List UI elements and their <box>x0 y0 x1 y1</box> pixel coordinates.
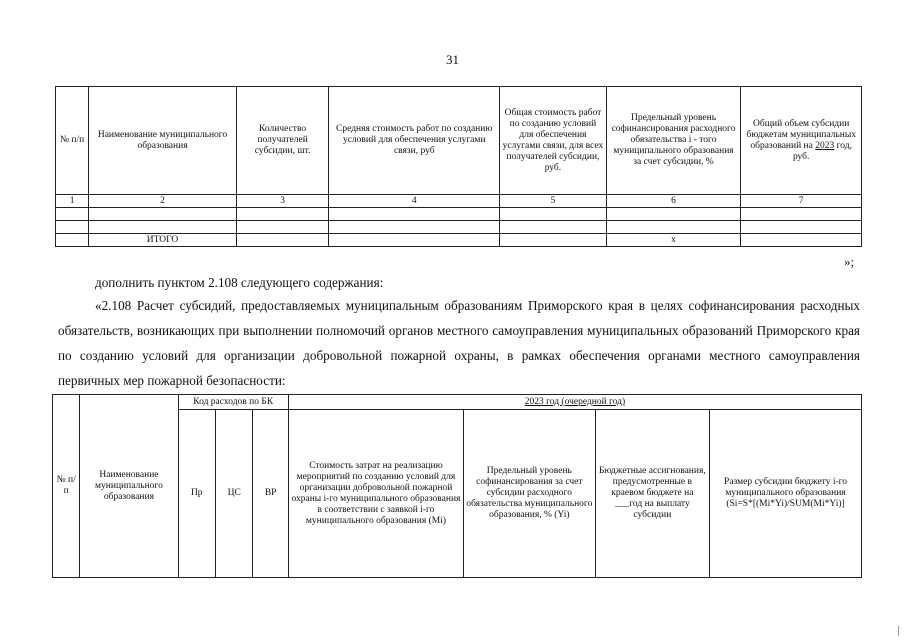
col-header-number: № п/п <box>53 395 80 578</box>
col-header-cofinancing-level: Предельный уровень софинансирования расходного обязательства i - того муниципального образования за счет субсидии, % <box>606 87 741 195</box>
col-header-pr: Пр <box>178 410 215 578</box>
col-header-municipality: Наименование муниципального образования <box>89 87 237 195</box>
col-header-municipality: Наименование муниципального образования <box>80 395 178 578</box>
col-header-level-yi: Предельный уровень софинансирования за счет субсидии расходного обязательства муниципального образования, % (Yi) <box>464 410 596 578</box>
col-header-year: 2023 год (очередной год) <box>288 395 861 410</box>
column-number: 1 <box>56 195 89 208</box>
col-header-total-cost: Общая стоимость работ по созданию условий для обеспечения услугами связи, для всех получателей субсидии, руб. <box>500 87 607 195</box>
page-number: 31 <box>446 52 459 67</box>
column-number: 2 <box>89 195 237 208</box>
col-header-subsidy-total: Общий объем субсидии бюджетам муниципальных образований на 2023 год, руб. <box>741 87 862 195</box>
total-label: ИТОГО <box>89 234 237 247</box>
col-header-cost-mi: Стоимость затрат на реализацию мероприятий по созданию условий для организации добровольной пожарной охраны i-го муниципального образования в соответствии с заявкой i-го муниципального образования (Mi) <box>288 410 463 578</box>
total-row <box>56 234 862 247</box>
col-header-budget-codes: Код расходов по БК <box>178 395 288 410</box>
column-number: 3 <box>236 195 328 208</box>
column-number: 6 <box>606 195 741 208</box>
col-header-cs: ЦС <box>215 410 252 578</box>
column-number: 7 <box>741 195 862 208</box>
col-header-subsidy-size: Размер субсидии бюджету i-го муниципального образования (Si=S*[(Mi*Yi)/SUM(Mi*Yi)] <box>710 410 862 578</box>
table-row <box>56 208 862 221</box>
col-header-budget-allocations: Бюджетные ассигнования, предусмотренные в краевом бюджете на ___год на выплату субсидии <box>595 410 709 578</box>
col-header-vr: ВР <box>253 410 288 578</box>
subsidy-table-fire-protection <box>52 394 862 578</box>
closing-quote-mark: »; <box>844 254 855 269</box>
column-number: 4 <box>329 195 500 208</box>
column-number: 5 <box>500 195 607 208</box>
col-header-recipients-count: Количество получателей субсидии, шт. <box>236 87 328 195</box>
table-row <box>56 221 862 234</box>
scan-artifact-line <box>898 626 899 636</box>
column-number-row <box>56 195 862 208</box>
paragraph-amendment: дополнить пунктом 2.108 следующего содержания: <box>95 275 384 290</box>
col-header-average-cost: Средняя стоимость работ по созданию условий для обеспечения услугами связи, руб <box>329 87 500 195</box>
total-x-mark: x <box>606 234 741 247</box>
col-header-number: № п/п <box>56 87 89 195</box>
subsidy-table-communications <box>55 86 862 247</box>
paragraph-calculation: «2.108 Расчет субсидий, предоставляемых муниципальным образованиям Приморского края в целях софинансирования расходных обязательств, возникающих при выполнении полномочий органов местного самоуправления муниципальных образований Приморского края по созданию условий для организации добровольной пожарной охраны, в рамках обеспечения органами местного самоуправления первичных мер пожарной безопасности: <box>58 298 860 388</box>
